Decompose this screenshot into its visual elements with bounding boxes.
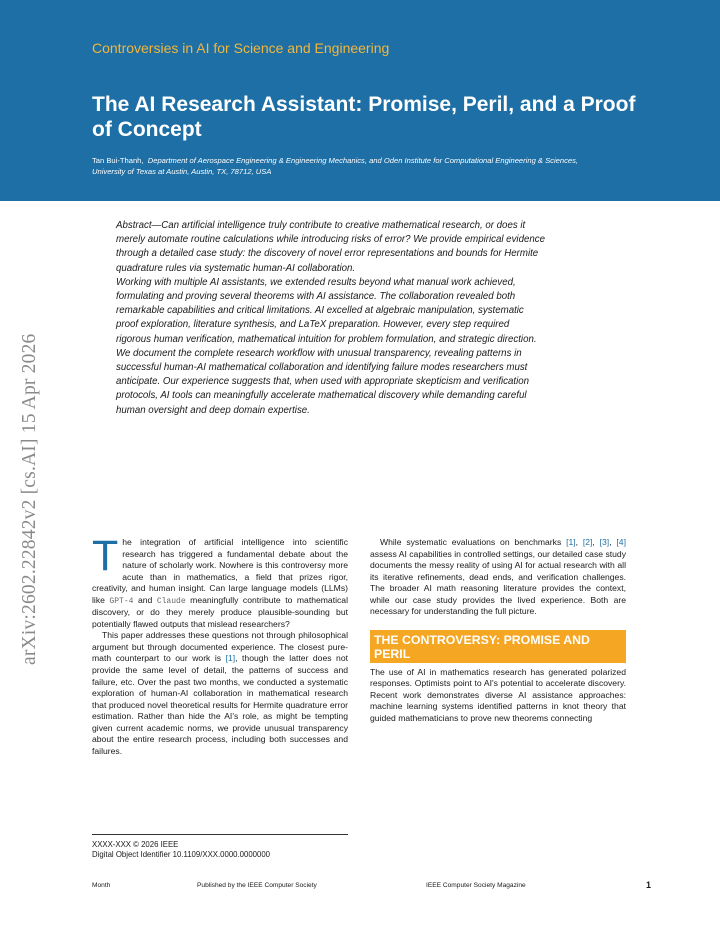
body-column-left [92, 532, 348, 757]
body-paragraph-3: While systematic evaluations on benchmarks [1], [2], [3], [4] assess AI capabilities in controlled settings, our detailed case study documents the messy reality of using AI for actual research with all its iterative refinements, dead ends, and verification challenges. The broader AI math reasoning literature provides the context, while our case study provides the lived experience. Both are necessary for understanding the full picture. [370, 537, 626, 617]
body-column-right [370, 537, 626, 725]
author-affiliation: Department of Aerospace Engineering & Engineering Mechanics, and Oden Institute for Computational Engineering & Sciences, University of Texas at Austin, Austin, TX, 78712, USA [92, 156, 579, 176]
citation-link[interactable]: [4] [616, 537, 626, 547]
code-claude: Claude [156, 596, 186, 606]
abstract-paragraph-2: Working with multiple AI assistants, we extended results beyond what manual work achieved, formulating and proving several theorems with AI assistance. The collaboration revealed both remarkable capabilities and critical limitations. AI excelled at algebraic manipulation, systematic proof exploration, literature synthesis, and LaTeX preparation. However, every step required rigorous human verification, mathematical intuition for problem formulation, and strategic direction. We document the complete research workflow with unusual transparency, revealing patterns in successful human-AI mathematical collaboration and identifying failure modes researchers must anticipate. Our experience suggests that, when used with appropriate skepticism and verification protocols, AI tools can meaningfully accelerate mathematical discovery while demanding careful human oversight and deep domain expertise. [116, 276, 537, 416]
abstract [116, 219, 546, 418]
drop-cap: T [92, 532, 119, 580]
citation-link[interactable]: [1] [566, 537, 576, 547]
page-number: 1 [646, 880, 652, 890]
citation-link[interactable]: [3] [599, 537, 610, 547]
series-title: Controversies in AI for Science and Engineering [92, 40, 390, 56]
p3-text-a: While systematic evaluations on benchmarks [380, 537, 567, 547]
p3-text-b: assess AI capabilities in controlled settings, our detailed case study documents the messy reality of using AI for actual research with all its iterative refinements, dead ends, and verification challenges. The broader AI math reasoning literature provides the context, while our case study provides the lived experience. Both are necessary for understanding the full picture. [370, 548, 626, 617]
p2-text-b: , though the latter does not provide the same level of detail, the patterns of success and failure, etc. Over the past two months, we conducted a systematic exploration of human-AI collaboration in mathematical research that produced novel theoretical results for Hermite quadrature error estimation. Rather than hide the AI's role, as might be tempting given current academic norms, we provide unusual transparency about the entire research process, including both successes and failures. [92, 653, 348, 756]
citation-link[interactable]: [1] [225, 653, 236, 664]
copyright-line: XXXX-XXX © 2026 IEEE [92, 840, 179, 849]
body-paragraph-2 [92, 630, 348, 757]
intro-text-a: he integration of artificial intelligence into scientific research has triggered a fundamental debate about the nature of scholarly work. Nowhere is this controversy more acute than in mathematics, a field that prizes rigor, creativity, and human insight. Can large language models (LLMs) like [92, 537, 348, 605]
author-line [92, 155, 612, 177]
citation-link[interactable]: [2] [582, 537, 593, 547]
header-banner [0, 0, 720, 201]
paper-title: The AI Research Assistant: Promise, Peril, and a Proof of Concept [92, 93, 636, 141]
intro-text-b: and [133, 594, 157, 605]
section-heading: THE CONTROVERSY: PROMISE AND PERIL [370, 630, 626, 663]
footnote [92, 840, 270, 860]
footnote-divider [92, 834, 348, 835]
footer-month: Month [92, 882, 111, 889]
code-gpt4: GPT-4 [109, 596, 134, 606]
author-name: Tan Bui-Thanh, [92, 156, 144, 165]
abstract-paragraph-1: Abstract—Can artificial intelligence truly contribute to creative mathematical research, or does it merely automate routine calculations while introducing risks of error? We provide empirical evidence through a detailed case study: the discovery of novel error representations and bounds for Hermite quadrature rules via systematic human-AI collaboration. [116, 220, 545, 274]
body-paragraph-4: The use of AI in mathematics research has generated polarized responses. Optimists point to AI's potential to accelerate discovery. Recent work demonstrates diverse AI assistance approaches: machine learning systems identified patterns in knot theory that guided mathematicians to prove new theorems connecting [370, 666, 626, 724]
footer-publisher: Published by the IEEE Computer Society [197, 882, 317, 889]
intro-paragraph [92, 532, 348, 630]
arxiv-stamp: arXiv:2602.22842v2 [cs.AI] 15 Apr 2026 [19, 333, 40, 665]
p2-text-a: This paper addresses these questions not through philosophical argument but through documented experience. The closest pure-math counterpart to our work is [92, 630, 348, 664]
intro-text-c: meaningfully contribute to mathematical discovery, or do they merely produce plausible-sounding but potentially flawed outputs that mislead researchers? [92, 594, 348, 629]
footer-magazine: IEEE Computer Society Magazine [426, 882, 526, 889]
doi-line: Digital Object Identifier 10.1109/XXX.0000.0000000 [92, 850, 271, 859]
